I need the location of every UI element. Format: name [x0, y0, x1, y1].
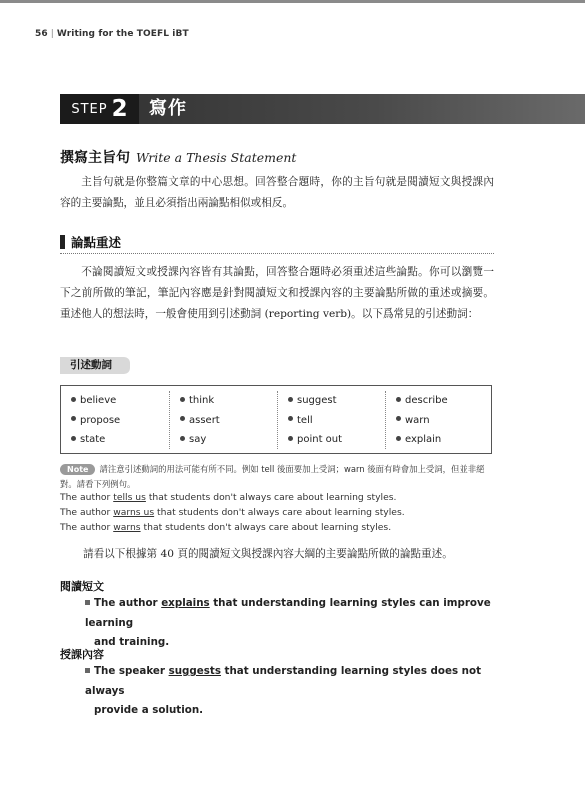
example-after: that students don't always care about learning styles. — [140, 522, 392, 533]
verbs-tag: 引述動詞 — [60, 357, 130, 374]
bullet-icon — [396, 436, 401, 441]
lecture-continuation: provide a solution. — [94, 704, 204, 716]
step-title: 寫作 — [149, 98, 187, 119]
subhead — [60, 233, 121, 251]
verb-text: say — [189, 434, 207, 445]
lecture-label: 授課內容 — [60, 648, 104, 661]
verb-item — [170, 430, 274, 450]
bullet-icon — [288, 397, 293, 402]
verb-text: explain — [405, 434, 442, 445]
verb-item — [386, 430, 490, 450]
header-separator: | — [50, 29, 54, 39]
step-number: 2 — [111, 96, 128, 122]
example-after: that students don't always care about learning styles. — [145, 492, 397, 503]
bullet-icon — [71, 397, 76, 402]
note — [60, 462, 494, 492]
verb-text: point out — [297, 434, 343, 445]
page-number: 56 — [35, 29, 48, 39]
verb-text: suggest — [297, 395, 337, 406]
verb-column — [277, 391, 382, 449]
verb-column — [169, 391, 274, 449]
dotted-divider — [60, 253, 494, 254]
verb-text: think — [189, 395, 215, 406]
reading-continuation: and training. — [94, 636, 170, 648]
example-before: The author — [60, 507, 114, 518]
section-title — [60, 147, 296, 167]
reading-before: The author — [94, 597, 162, 609]
verb-column — [61, 391, 165, 449]
step-badge — [60, 94, 139, 124]
example-verb: warns — [113, 522, 141, 533]
verb-item — [170, 411, 274, 431]
example-sentence — [60, 522, 391, 533]
verb-text: believe — [80, 395, 117, 406]
bullet-icon — [71, 416, 76, 421]
bullet-icon — [288, 436, 293, 441]
example-before: The author — [60, 492, 114, 503]
section-title-zh: 撰寫主旨句 — [60, 150, 130, 166]
verb-text: propose — [80, 414, 121, 426]
reading-after: that understanding learning styles can improve learning — [85, 597, 491, 629]
running-head — [35, 29, 189, 39]
bullet-icon — [71, 436, 76, 441]
verb-item — [61, 430, 165, 450]
verb-item — [386, 411, 490, 431]
verb-text: tell — [297, 414, 313, 426]
step-word: STEP — [71, 101, 108, 117]
verb-box — [60, 385, 492, 454]
reading-verb: explains — [161, 597, 210, 609]
bullet-icon — [396, 416, 401, 421]
note-text: 請注意引述動詞的用法可能有所不同。例如 tell 後面要加上受詞；warn 後面有時會加上受詞，但並非絕對。請看下列例句。 — [60, 464, 485, 489]
example-before: The author — [60, 522, 114, 533]
square-bullet-icon — [85, 668, 90, 673]
square-bullet-icon — [85, 600, 90, 605]
bullet-icon — [180, 436, 185, 441]
verb-item — [278, 411, 382, 431]
verb-column — [385, 391, 490, 449]
lecture-verb: suggests — [168, 665, 221, 677]
example-verb: tells us — [113, 492, 146, 503]
example-verb: warns us — [113, 507, 155, 518]
example-sentence — [60, 492, 396, 503]
verb-text: state — [80, 434, 106, 445]
lecture-after: that understanding learning styles does not always — [85, 665, 481, 697]
verb-item — [278, 430, 382, 450]
intro-paragraph: 主旨句就是你整篇文章的中心思想。回答整合題時，你的主旨句就是閱讀短文與授課內容的主要論點，並且必須指出兩論點相似或相反。 — [60, 176, 494, 209]
verb-item — [61, 391, 165, 411]
bullet-icon — [396, 397, 401, 402]
paraphrase-paragraph: 不論閱讀短文或授課內容皆有其論點，回答整合題時必須重述這些論點。你可以瀏覽一下之前所做的筆記，筆記內容應是針對閱讀短文和授課內容的主要論點所做的重述或摘要。重述他人的想法時，一般會使用到引述動詞 (reporting verb)。以下爲常見的引述動詞： — [60, 266, 494, 320]
step-banner — [60, 94, 585, 124]
verb-text: describe — [405, 395, 448, 406]
subhead-text: 論點重述 — [71, 235, 122, 250]
verb-text: warn — [405, 414, 430, 426]
verb-item — [170, 391, 274, 411]
reading-point — [85, 594, 495, 653]
reading-label: 閱讀短文 — [60, 580, 104, 593]
instruction: 請看以下根據第 40 頁的閱讀短文與授課內容大綱的主要論點所做的論點重述。 — [83, 548, 453, 560]
section-title-en: Write a Thesis Statement — [136, 150, 297, 165]
bullet-icon — [180, 397, 185, 402]
verb-text: assert — [189, 414, 220, 426]
verb-item — [61, 411, 165, 431]
note-badge: Note — [60, 464, 95, 475]
top-border — [0, 0, 585, 3]
bullet-icon — [180, 416, 185, 421]
book-title: Writing for the TOEFL iBT — [56, 29, 189, 39]
verb-item — [278, 391, 382, 411]
verb-item — [386, 391, 490, 411]
lecture-before: The speaker — [94, 665, 169, 677]
subhead-marker — [60, 235, 65, 249]
example-after: that students don't always care about learning styles. — [154, 507, 405, 518]
lecture-point — [85, 662, 495, 721]
bullet-icon — [288, 416, 293, 421]
example-sentence — [60, 507, 405, 518]
